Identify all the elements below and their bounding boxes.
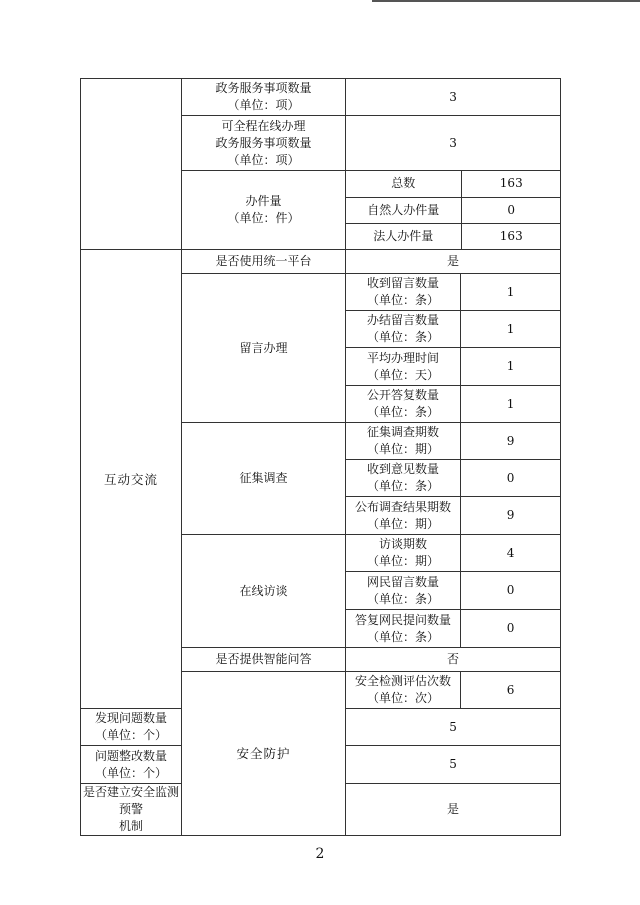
cell-value: 0 [461, 197, 561, 223]
cell-label: 公布调查结果期数 （单位：期） [346, 497, 461, 535]
cell-value: 4 [461, 535, 561, 572]
top-rule [372, 0, 640, 2]
category-interaction: 互动交流 [81, 250, 182, 709]
category-security: 安全防护 [182, 672, 346, 836]
cell-label: 征集调查期数 （单位：期） [346, 423, 461, 460]
stats-table [80, 78, 561, 836]
cell-label: 办结留言数量 （单位：条） [346, 311, 461, 348]
row-value: 否 [346, 648, 561, 672]
cell-label: 公开答复数量 （单位：条） [346, 386, 461, 423]
row-value: 5 [346, 709, 561, 746]
cell-label: 答复网民提问数量 （单位：条） [346, 610, 461, 648]
table-row [346, 223, 561, 249]
cell-value: 1 [461, 311, 561, 348]
cell-label: 法人办件量 [346, 223, 461, 249]
row-label: 安全检测评估次数 （单位：次） [346, 672, 461, 709]
cell-label: 访谈期数 （单位：期） [346, 535, 461, 572]
case-volume-subtable [346, 171, 561, 249]
row-value: 是 [346, 250, 561, 274]
category-cell-blank [81, 79, 182, 250]
cell-label: 总数 [346, 171, 461, 197]
cell-value: 9 [461, 423, 561, 460]
row-label: 是否建立安全监测预警 机制 [81, 784, 182, 836]
table-row [81, 79, 561, 116]
row-label: 发现问题数量 （单位：个） [81, 709, 182, 746]
cell-value: 1 [461, 386, 561, 423]
group-messages: 留言办理 [182, 274, 346, 423]
table-row [81, 250, 561, 274]
row-label: 政务服务事项数量 （单位：项） [182, 79, 346, 116]
group-interview: 在线访谈 [182, 535, 346, 648]
cell-value: 1 [461, 274, 561, 311]
table-row [346, 171, 561, 197]
cell-value: 0 [461, 610, 561, 648]
row-label: 问题整改数量 （单位：个） [81, 746, 182, 784]
cell-value: 1 [461, 348, 561, 386]
row-label: 办件量 （单位：件） [182, 171, 346, 250]
row-label: 是否提供智能问答 [182, 648, 346, 672]
cell-value: 9 [461, 497, 561, 535]
row-label: 可全程在线办理 政务服务事项数量 （单位：项） [182, 116, 346, 171]
cell-value: 163 [461, 223, 561, 249]
cell-label: 平均办理时间 （单位：天） [346, 348, 461, 386]
cell-label: 网民留言数量 （单位：条） [346, 572, 461, 610]
row-value: 5 [346, 746, 561, 784]
row-value: 3 [346, 79, 561, 116]
row-value: 3 [346, 116, 561, 171]
cell-label: 自然人办件量 [346, 197, 461, 223]
row-value: 6 [461, 672, 561, 709]
page-number: 2 [315, 846, 325, 862]
cell-value: 163 [461, 171, 561, 197]
table-row [346, 197, 561, 223]
group-survey: 征集调查 [182, 423, 346, 535]
row-label: 是否使用统一平台 [182, 250, 346, 274]
row-value: 是 [346, 784, 561, 836]
cell-value: 0 [461, 460, 561, 497]
cell-label: 收到留言数量 （单位：条） [346, 274, 461, 311]
case-volume-subtable-cell [346, 171, 561, 250]
cell-label: 收到意见数量 （单位：条） [346, 460, 461, 497]
cell-value: 0 [461, 572, 561, 610]
